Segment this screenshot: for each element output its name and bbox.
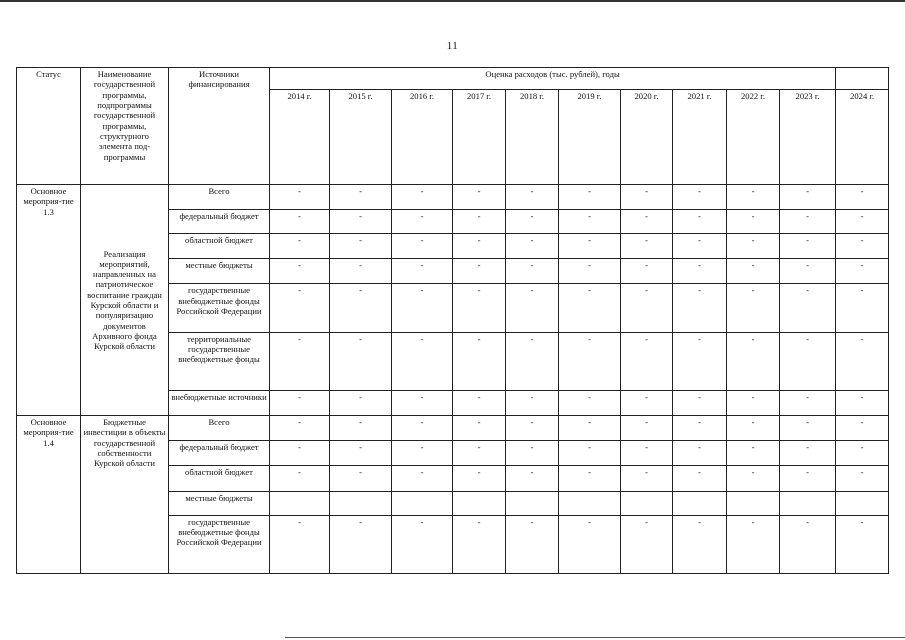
table-row bbox=[17, 416, 889, 441]
value-cell: - bbox=[506, 185, 559, 210]
value-cell: - bbox=[270, 234, 330, 259]
funding-source-cell: территориальные государственные внебюджетные фонды bbox=[169, 332, 270, 390]
status-cell: Основное мероприя-тие 1.4 bbox=[17, 416, 81, 574]
value-cell: - bbox=[621, 332, 673, 390]
value-cell: - bbox=[559, 234, 621, 259]
value-cell: - bbox=[270, 515, 330, 573]
value-cell: - bbox=[673, 515, 727, 573]
funding-source-cell: местные бюджеты bbox=[169, 259, 270, 284]
value-cell: - bbox=[506, 332, 559, 390]
value-cell: - bbox=[330, 441, 392, 466]
year-header: 2020 г. bbox=[621, 90, 673, 185]
value-cell: - bbox=[506, 391, 559, 416]
value-cell bbox=[330, 491, 392, 515]
value-cell: - bbox=[506, 234, 559, 259]
value-cell: - bbox=[836, 259, 889, 284]
value-cell: - bbox=[330, 515, 392, 573]
value-cell: - bbox=[559, 515, 621, 573]
top-rule bbox=[0, 0, 905, 2]
value-cell: - bbox=[330, 466, 392, 491]
value-cell: - bbox=[673, 466, 727, 491]
value-cell: - bbox=[780, 259, 836, 284]
value-cell: - bbox=[559, 416, 621, 441]
value-cell: - bbox=[270, 284, 330, 332]
value-cell: - bbox=[270, 466, 330, 491]
header-sources: Источники финансирования bbox=[169, 68, 270, 185]
value-cell: - bbox=[836, 234, 889, 259]
value-cell: - bbox=[506, 441, 559, 466]
value-cell: - bbox=[270, 441, 330, 466]
value-cell: - bbox=[330, 332, 392, 390]
value-cell: - bbox=[780, 210, 836, 234]
header-status: Статус bbox=[17, 68, 81, 185]
value-cell: - bbox=[836, 332, 889, 390]
program-name-cell: Бюджетные инвестиции в объекты государственной собственности Курской области bbox=[81, 416, 169, 574]
value-cell: - bbox=[453, 332, 506, 390]
value-cell: - bbox=[621, 441, 673, 466]
value-cell: - bbox=[330, 259, 392, 284]
value-cell: - bbox=[453, 185, 506, 210]
year-header: 2024 г. bbox=[836, 90, 889, 185]
year-header: 2023 г. bbox=[780, 90, 836, 185]
value-cell: - bbox=[270, 210, 330, 234]
year-header: 2021 г. bbox=[673, 90, 727, 185]
value-cell: - bbox=[673, 259, 727, 284]
funding-source-cell: Всего bbox=[169, 185, 270, 210]
value-cell: - bbox=[780, 391, 836, 416]
table-row bbox=[17, 185, 889, 210]
page-number: 11 bbox=[446, 40, 459, 52]
year-header: 2015 г. bbox=[330, 90, 392, 185]
funding-source-cell: федеральный бюджет bbox=[169, 441, 270, 466]
value-cell: - bbox=[330, 185, 392, 210]
value-cell: - bbox=[836, 185, 889, 210]
value-cell: - bbox=[621, 185, 673, 210]
year-header: 2017 г. bbox=[453, 90, 506, 185]
value-cell: - bbox=[621, 466, 673, 491]
year-header: 2019 г. bbox=[559, 90, 621, 185]
value-cell: - bbox=[727, 391, 780, 416]
value-cell: - bbox=[621, 515, 673, 573]
value-cell: - bbox=[780, 515, 836, 573]
value-cell: - bbox=[392, 284, 453, 332]
value-cell: - bbox=[330, 234, 392, 259]
value-cell: - bbox=[270, 332, 330, 390]
value-cell: - bbox=[453, 466, 506, 491]
value-cell: - bbox=[621, 259, 673, 284]
value-cell: - bbox=[559, 391, 621, 416]
value-cell: - bbox=[453, 441, 506, 466]
value-cell: - bbox=[673, 391, 727, 416]
value-cell: - bbox=[270, 391, 330, 416]
value-cell: - bbox=[330, 284, 392, 332]
value-cell: - bbox=[727, 466, 780, 491]
value-cell: - bbox=[559, 185, 621, 210]
value-cell: - bbox=[780, 284, 836, 332]
value-cell: - bbox=[673, 441, 727, 466]
value-cell: - bbox=[727, 185, 780, 210]
value-cell: - bbox=[780, 416, 836, 441]
value-cell: - bbox=[453, 284, 506, 332]
header-estimate-extra bbox=[836, 68, 889, 90]
value-cell: - bbox=[727, 210, 780, 234]
value-cell: - bbox=[836, 441, 889, 466]
value-cell: - bbox=[727, 259, 780, 284]
value-cell: - bbox=[836, 416, 889, 441]
funding-source-cell: Всего bbox=[169, 416, 270, 441]
value-cell bbox=[506, 491, 559, 515]
value-cell: - bbox=[836, 515, 889, 573]
value-cell: - bbox=[506, 515, 559, 573]
value-cell: - bbox=[453, 210, 506, 234]
value-cell: - bbox=[559, 259, 621, 284]
value-cell: - bbox=[506, 210, 559, 234]
program-name-cell: Реализация мероприятий, направленных на патриотическое воспитание граждан Курской области и популяризацию документов Архивного фонда Курской области bbox=[81, 185, 169, 416]
funding-source-cell: областной бюджет bbox=[169, 466, 270, 491]
value-cell: - bbox=[330, 210, 392, 234]
value-cell: - bbox=[621, 391, 673, 416]
value-cell: - bbox=[780, 185, 836, 210]
value-cell bbox=[453, 491, 506, 515]
value-cell: - bbox=[453, 234, 506, 259]
funding-source-cell: государственные внебюджетные фонды Российской Федерации bbox=[169, 515, 270, 573]
value-cell bbox=[780, 491, 836, 515]
value-cell: - bbox=[673, 234, 727, 259]
funding-source-cell: областной бюджет bbox=[169, 234, 270, 259]
value-cell: - bbox=[673, 416, 727, 441]
value-cell: - bbox=[453, 259, 506, 284]
value-cell: - bbox=[559, 466, 621, 491]
value-cell: - bbox=[392, 259, 453, 284]
value-cell: - bbox=[392, 185, 453, 210]
value-cell: - bbox=[506, 416, 559, 441]
value-cell bbox=[836, 491, 889, 515]
value-cell: - bbox=[621, 210, 673, 234]
value-cell: - bbox=[270, 416, 330, 441]
value-cell: - bbox=[836, 284, 889, 332]
value-cell: - bbox=[559, 441, 621, 466]
value-cell: - bbox=[559, 332, 621, 390]
value-cell: - bbox=[673, 185, 727, 210]
value-cell bbox=[392, 491, 453, 515]
year-header: 2014 г. bbox=[270, 90, 330, 185]
value-cell bbox=[727, 491, 780, 515]
value-cell: - bbox=[673, 332, 727, 390]
value-cell: - bbox=[780, 234, 836, 259]
value-cell: - bbox=[330, 391, 392, 416]
value-cell: - bbox=[727, 234, 780, 259]
value-cell: - bbox=[506, 259, 559, 284]
value-cell: - bbox=[621, 416, 673, 441]
header-name: Наименование государственной программы, подпрограммы государственной программы, структурного элемента под-программы bbox=[81, 68, 169, 185]
value-cell: - bbox=[559, 210, 621, 234]
value-cell: - bbox=[392, 391, 453, 416]
value-cell: - bbox=[621, 284, 673, 332]
value-cell: - bbox=[621, 234, 673, 259]
value-cell: - bbox=[780, 441, 836, 466]
value-cell bbox=[270, 491, 330, 515]
value-cell: - bbox=[392, 441, 453, 466]
value-cell: - bbox=[392, 466, 453, 491]
value-cell: - bbox=[392, 234, 453, 259]
value-cell: - bbox=[559, 284, 621, 332]
year-header: 2016 г. bbox=[392, 90, 453, 185]
value-cell: - bbox=[780, 332, 836, 390]
value-cell bbox=[559, 491, 621, 515]
value-cell: - bbox=[727, 332, 780, 390]
value-cell: - bbox=[673, 284, 727, 332]
value-cell: - bbox=[836, 391, 889, 416]
value-cell: - bbox=[330, 416, 392, 441]
funding-source-cell: федеральный бюджет bbox=[169, 210, 270, 234]
value-cell bbox=[673, 491, 727, 515]
value-cell: - bbox=[727, 284, 780, 332]
budget-table bbox=[16, 67, 889, 574]
funding-source-cell: внебюджетные источники bbox=[169, 391, 270, 416]
value-cell: - bbox=[392, 210, 453, 234]
value-cell: - bbox=[453, 416, 506, 441]
header-estimate: Оценка расходов (тыс. рублей), годы bbox=[270, 68, 836, 90]
value-cell: - bbox=[780, 466, 836, 491]
status-cell: Основное мероприя-тие 1.3 bbox=[17, 185, 81, 416]
value-cell: - bbox=[727, 441, 780, 466]
year-header: 2018 г. bbox=[506, 90, 559, 185]
year-header: 2022 г. bbox=[727, 90, 780, 185]
bottom-rule bbox=[285, 637, 905, 638]
value-cell: - bbox=[392, 332, 453, 390]
funding-source-cell: государственные внебюджетные фонды Российской Федерации bbox=[169, 284, 270, 332]
value-cell: - bbox=[727, 416, 780, 441]
value-cell: - bbox=[727, 515, 780, 573]
value-cell: - bbox=[270, 185, 330, 210]
value-cell: - bbox=[453, 391, 506, 416]
value-cell: - bbox=[392, 515, 453, 573]
value-cell: - bbox=[836, 466, 889, 491]
value-cell: - bbox=[392, 416, 453, 441]
funding-source-cell: местные бюджеты bbox=[169, 491, 270, 515]
value-cell: - bbox=[506, 284, 559, 332]
value-cell bbox=[621, 491, 673, 515]
value-cell: - bbox=[836, 210, 889, 234]
value-cell: - bbox=[673, 210, 727, 234]
value-cell: - bbox=[506, 466, 559, 491]
value-cell: - bbox=[453, 515, 506, 573]
value-cell: - bbox=[270, 259, 330, 284]
